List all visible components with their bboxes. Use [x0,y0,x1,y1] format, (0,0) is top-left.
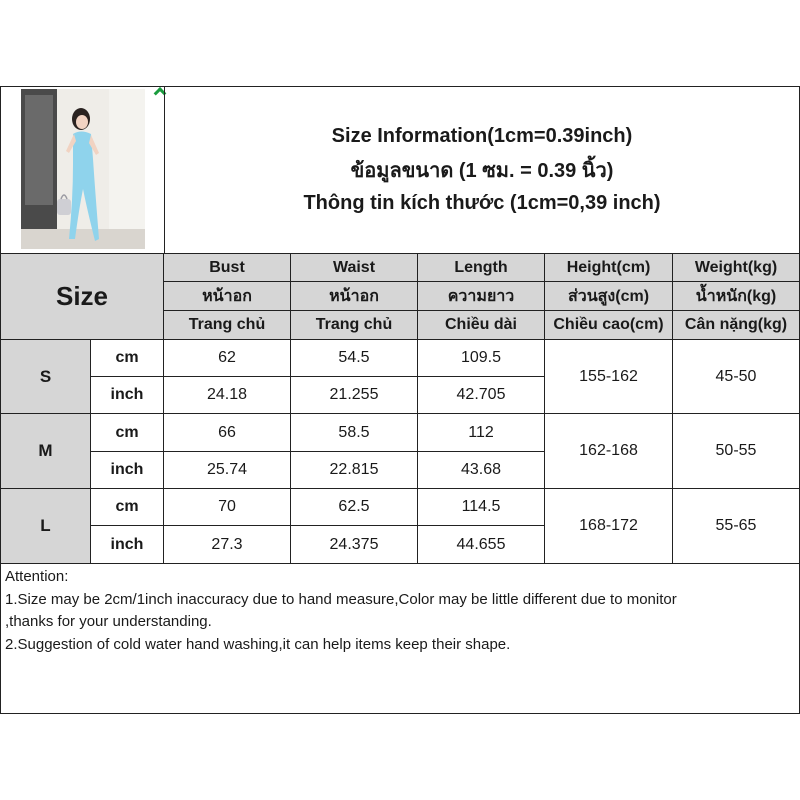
table-cell: 24.375 [290,525,418,564]
table-cell: 62.5 [290,488,418,526]
col-waist-en: Waist [290,253,418,282]
notes-line: 1.Size may be 2cm/1inch inaccuracy due to hand measure,Color may be little different due to monitor [5,590,677,608]
table-cell: 27.3 [163,525,291,564]
size-label-l: L [0,488,91,564]
title-vietnamese: Thông tin kích thước (1cm=0,39 inch) [303,192,661,214]
title-block [164,86,800,254]
col-height-th: ส่วนสูง(cm) [544,281,673,311]
table-cell: 109.5 [417,339,545,377]
table-cell: 114.5 [417,488,545,526]
attention-notes [0,563,800,714]
weight-range: 55-65 [672,488,800,564]
table-cell: 42.705 [417,376,545,414]
notes-line: 2.Suggestion of cold water hand washing,it can help items keep their shape. [5,635,511,653]
notes-line: ,thanks for your understanding. [5,613,212,630]
table-cell: 70 [163,488,291,526]
table-cell: 66 [163,413,291,452]
title-thai: ข้อมูลขนาด (1 ซม. = 0.39 นิ้ว) [350,160,614,182]
col-bust-th: หน้าอก [163,281,291,311]
table-cell: 62 [163,339,291,377]
table-cell: 54.5 [290,339,418,377]
weight-range: 50-55 [672,413,800,489]
table-cell: 22.815 [290,451,418,489]
weight-range: 45-50 [672,339,800,414]
col-length-vi: Chiều dài [417,310,545,340]
unit-cm: cm [90,339,164,377]
notes-heading: Attention: [5,568,69,585]
col-bust-vi: Trang chủ [163,310,291,340]
col-bust-en: Bust [163,253,291,282]
col-length-en: Length [417,253,545,282]
model-in-dress-image [21,89,145,249]
unit-cm: cm [90,488,164,526]
unit-inch: inch [90,376,164,414]
size-label-m: M [0,413,91,489]
height-range: 155-162 [544,339,673,414]
unit-inch: inch [90,525,164,564]
unit-inch: inch [90,451,164,489]
table-cell: 25.74 [163,451,291,489]
col-waist-th: หน้าอก [290,281,418,311]
col-waist-vi: Trang chủ [290,310,418,340]
unit-cm: cm [90,413,164,452]
table-cell: 21.255 [290,376,418,414]
size-header [0,253,164,340]
table-cell: 58.5 [290,413,418,452]
table-cell: 44.655 [417,525,545,564]
size-header-label: Size [55,281,109,311]
col-length-th: ความยาว [417,281,545,311]
table-cell: 24.18 [163,376,291,414]
product-photo [21,89,145,249]
title-english: Size Information(1cm=0.39inch) [331,125,633,147]
col-weight-th: น้ำหนัก(kg) [672,281,800,311]
size-label-s: S [0,339,91,414]
table-cell: 112 [417,413,545,452]
height-range: 168-172 [544,488,673,564]
table-cell: 43.68 [417,451,545,489]
col-weight-en: Weight(kg) [672,253,800,282]
col-weight-vi: Cân nặng(kg) [672,310,800,340]
height-range: 162-168 [544,413,673,489]
col-height-vi: Chiều cao(cm) [544,310,673,340]
col-height-en: Height(cm) [544,253,673,282]
